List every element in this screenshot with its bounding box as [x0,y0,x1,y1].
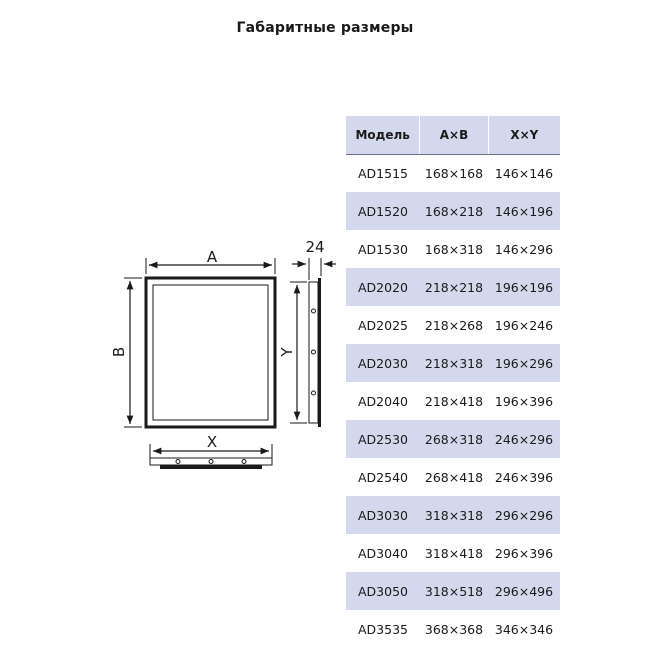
table-row [346,230,560,268]
cell-model: AD2025 [358,317,408,333]
label-y: Y [278,347,296,357]
cell-ab: 168×168 [424,165,484,181]
table-row [346,268,560,306]
header-divider [346,154,560,155]
cell-xy: 296×396 [494,545,554,561]
table-row [346,192,560,230]
bottom-view [150,458,272,469]
cell-ab: 218×218 [424,279,484,295]
dimension-x [150,433,272,458]
cell-ab: 218×418 [424,393,484,409]
cell-model: AD3050 [358,583,408,599]
cell-model: AD1520 [358,203,408,219]
table-row [346,382,560,420]
table-header [346,116,560,154]
cell-model: AD3535 [358,621,408,637]
cell-model: AD3040 [358,545,408,561]
cell-model: AD3030 [358,507,408,523]
cell-model: AD1515 [358,165,408,181]
cell-ab: 218×318 [424,355,484,371]
label-x: X [206,433,218,451]
page-title: Габаритные размеры [236,20,414,36]
cell-ab: 268×318 [424,431,484,447]
table-row [346,306,560,344]
cell-ab: 318×518 [424,583,484,599]
label-depth: 24 [305,238,325,256]
header-model: Модель [355,128,410,142]
header-ab: A×B [419,116,487,154]
cell-xy: 196×296 [494,355,554,371]
cell-xy: 146×196 [494,203,554,219]
cell-ab: 318×318 [424,507,484,523]
table-row [346,420,560,458]
cell-xy: 196×246 [494,317,554,333]
cell-model: AD2030 [358,355,408,371]
table-row [346,154,560,192]
cell-xy: 246×296 [494,431,554,447]
cell-xy: 296×496 [494,583,554,599]
cell-xy: 246×396 [494,469,554,485]
table-row [346,572,560,610]
label-b: B [110,346,128,358]
cell-xy: 346×346 [494,621,554,637]
label-a: A [206,248,218,266]
cell-model: AD2540 [358,469,408,485]
cell-xy: 296×296 [494,507,554,523]
table-row [346,610,560,648]
cell-ab: 218×268 [424,317,484,333]
dimension-drawing [100,225,340,485]
dimension-a [146,248,275,274]
cell-model: AD1530 [358,241,408,257]
dimension-y [278,282,307,423]
table-body [346,154,560,648]
cell-xy: 196×396 [494,393,554,409]
cell-ab: 368×368 [424,621,484,637]
cell-xy: 196×196 [494,279,554,295]
side-view [309,278,321,427]
cell-ab: 268×418 [424,469,484,485]
cell-xy: 146×146 [494,165,554,181]
header-xy: X×Y [488,116,560,154]
dimension-b [110,278,142,427]
table-row [346,458,560,496]
table-row [346,344,560,382]
dimension-depth [292,238,336,280]
cell-ab: 168×318 [424,241,484,257]
cell-ab: 318×418 [424,545,484,561]
table-row [346,496,560,534]
front-view [146,278,275,427]
table-row [346,534,560,572]
cell-xy: 146×296 [494,241,554,257]
cell-model: AD2530 [358,431,408,447]
dimensions-table [346,116,560,648]
cell-model: AD2040 [358,393,408,409]
cell-model: AD2020 [358,279,408,295]
cell-ab: 168×218 [424,203,484,219]
